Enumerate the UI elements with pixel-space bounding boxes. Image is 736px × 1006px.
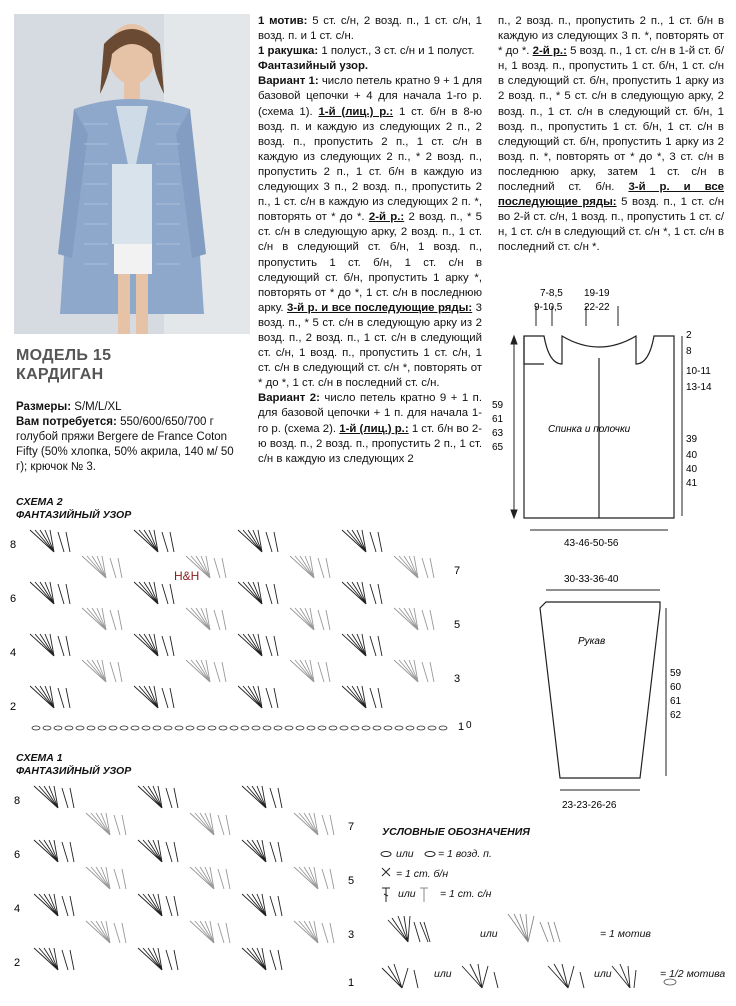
- stitch-motif: [294, 813, 334, 835]
- stitch-motif: [138, 894, 178, 916]
- left-dim-1: 59: [492, 400, 504, 411]
- stitch-motif: [190, 813, 230, 835]
- schema1-stitches: [34, 786, 334, 970]
- sleeve-dim-4: 62: [670, 710, 682, 721]
- right-dim-6: 40: [686, 450, 698, 461]
- variant1-row2-text: 2 возд. п., * 5 ст. с/н в следующую арку, 2 возд. п., 1 ст. с/н в следующий ст. б/н, 1 возд. п., пропустить 1 ст. б/н, 1 ст. с/н в следующий ст. б/н, пропустить 1 арку *, повторять от * до *, 1 ст. с/н в последнюю арку.: [258, 211, 482, 314]
- stitch-motif: [30, 530, 70, 552]
- stitch-motif: [134, 686, 174, 708]
- motif-label: 1 мотив:: [258, 15, 308, 27]
- stitch-motif: [82, 660, 122, 682]
- stitch-motif: [30, 634, 70, 656]
- left-dim-2: 61: [492, 414, 504, 425]
- body-piece-label: Спинка и полочки: [548, 424, 631, 435]
- model-number: МОДЕЛЬ 15: [16, 347, 112, 364]
- schema1-row-8: 8: [14, 795, 21, 807]
- variant2-row1-cont: п., 2 возд. п., пропустить 2 п., 1 ст. б/н в каждую из следующих 3 п. *, повторять от * до *.: [498, 15, 724, 58]
- stitch-motif: [138, 786, 178, 808]
- schema1-row-6: 6: [14, 849, 21, 861]
- schema1-row-3: 3: [348, 929, 355, 941]
- sleeve-dim-1: 59: [670, 668, 682, 679]
- schema2-row-4: 4: [10, 647, 17, 659]
- materials-label: Вам потребуется:: [16, 416, 117, 428]
- schema2-row-7: 7: [454, 565, 461, 577]
- sleeve-bottom-width: 23-23-26-26: [562, 800, 617, 811]
- right-dim-8: 41: [686, 478, 698, 489]
- neck-width-label-2: 9-10,5: [534, 302, 563, 313]
- schema2-crochet-chart: [10, 528, 470, 738]
- variant2-row2-label: 2-й р.:: [532, 45, 567, 58]
- stitch-motif: [238, 686, 278, 708]
- variant1-row3-text: 3 возд. п., * 5 ст. с/н в следующую арку из 2 возд. п., 2 возд. п., 1 ст. с/н в следующий ст. с/н, 1 возд. п., пропустить 1 ст. с/н, 1 ст. с/н в следующий ст. с/н *, повторять от * до *, 1 ст. с/н в последний ст. с/н.: [258, 301, 482, 390]
- model-name: КАРДИГАН: [16, 366, 104, 383]
- sleeve-pattern-diagram: [520, 568, 720, 818]
- variant1-row1-repeat: * 2 возд. п., пропустить 2 п., 1 ст. б/н в каждую из следующих 3 п., 2 возд. п., пропустить 2 п., 1 ст. с/н в каждую из следующих 2 п. *, повторять от * до *.: [258, 150, 482, 224]
- stitch-motif: [190, 867, 230, 889]
- schema2-row-5: 5: [454, 619, 461, 631]
- stitch-motif: [342, 686, 382, 708]
- instructions-column-1: [258, 14, 482, 467]
- variant2-row1-label: 1-й (лиц.) р.:: [339, 422, 409, 435]
- stitch-motif: [82, 556, 122, 578]
- variant1-label: Вариант 1:: [258, 75, 319, 88]
- schema1-row-4: 4: [14, 903, 21, 915]
- schema1-row-5: 5: [348, 875, 355, 887]
- materials-value: 550/600/650/700 г голубой пряжи Bergere de France Coton Fifty (50% хлопка, 50% акрила, 140 м/ 50 г); крючок № 3.: [16, 416, 234, 473]
- variant2-intro: число петель кратно 9 + 1 п. для базовой цепочки + 1 п. для начала 1-го р. (схема 2).: [258, 392, 482, 435]
- stitch-motif: [294, 867, 334, 889]
- schema2-row-0: 0: [466, 720, 472, 731]
- body-pattern-diagram: [488, 280, 732, 550]
- shell-label: 1 ракушка:: [258, 45, 319, 58]
- stitch-motif: [34, 894, 74, 916]
- legend-half-motif-text: = 1/2 мотива: [660, 968, 726, 980]
- right-dim-5: 39: [686, 434, 698, 445]
- schema1-subtitle: ФАНТАЗИЙНЫЙ УЗОР: [16, 765, 132, 777]
- right-dim-2: 8: [686, 346, 692, 357]
- variant2-label: Вариант 2:: [258, 392, 320, 405]
- schema1-row-2: 2: [14, 957, 21, 969]
- legend-or-3: или: [480, 928, 498, 940]
- left-dim-3: 63: [492, 428, 504, 439]
- stitch-motif: [82, 608, 122, 630]
- requirements: [16, 400, 246, 475]
- stitch-motif: [242, 894, 282, 916]
- schema2-row-6: 6: [10, 593, 17, 605]
- stitch-motif: [290, 556, 330, 578]
- variant2-row3-text: 5 возд. п., 1 ст. с/н во 2-й ст. с/н, 1 возд. п., пропустить 1 ст. с/н, 1 ст. с/н в следующий ст. с/н *, 1 ст. с/н в последний ст. с/н *.: [498, 196, 724, 254]
- stitch-motif: [30, 686, 70, 708]
- model-title: [16, 346, 111, 384]
- stitch-motif: [294, 921, 334, 943]
- legend-or-5: или: [594, 968, 612, 980]
- legend-motif-text: = 1 мотив: [600, 928, 651, 940]
- schema2-number: СХЕМА 2: [16, 496, 63, 508]
- double-crochet-symbol-icon: [382, 888, 390, 902]
- watermark-text: H&H: [174, 569, 200, 583]
- variant2-row2-text: 5 возд. п., 1 ст. с/н в 1-й ст. б/н, 1 возд. п., пропустить 1 ст. б/н, 1 ст. с/н в следующий ст. б/н, пропустить 1 арку из 2 возд. п., * 5 ст. с/н в следующую арку, 2 возд. п., 1 ст. с/н в следующий ст. б/н, 1 возд. п., пропустить 1 ст. б/н, 1 ст. с/н в следующий ст. б/н, пропустить 1 арку из 2 возд. п. *, повторять от * до *, 3 ст. с/н в последнюю арку, затем 1 ст. с/н в последний ст. б/н.: [498, 45, 724, 194]
- sizes-label: Размеры:: [16, 401, 72, 413]
- double-crochet-alt-icon: [420, 888, 428, 902]
- shoulder-width-label: 19-19: [584, 288, 610, 299]
- stitch-motif: [290, 608, 330, 630]
- schema1-row-7: 7: [348, 821, 355, 833]
- variant2-row3-label: 3-й р. и все последующие ряды:: [498, 181, 724, 209]
- stitch-motif: [134, 530, 174, 552]
- motif-text: 5 ст. с/н, 2 возд. п., 1 ст. с/н, 1 возд. п. и 1 ст. с/н.: [258, 15, 482, 43]
- schema2-subtitle: ФАНТАЗИЙНЫЙ УЗОР: [16, 509, 132, 521]
- chain-symbol-alt-icon: [425, 852, 435, 857]
- stitch-motif: [30, 582, 70, 604]
- schema1-title: [16, 752, 131, 778]
- shell-text: 1 полуст., 3 ст. с/н и 1 полуст.: [321, 45, 475, 58]
- schema2-row-8: 8: [10, 539, 17, 551]
- single-crochet-symbol-icon: [382, 868, 390, 876]
- stitch-motif: [394, 660, 434, 682]
- sleeve-dim-2: 60: [670, 682, 682, 693]
- legend-or-4: или: [434, 968, 452, 980]
- stitch-motif: [134, 634, 174, 656]
- stitch-motif: [342, 530, 382, 552]
- stitch-motif: [34, 786, 74, 808]
- motif-symbol-icon: [388, 916, 430, 942]
- variant1-row3-label: 3-й р. и все последующие ряды:: [287, 301, 473, 314]
- stitch-motif: [394, 556, 434, 578]
- left-dim-4: 65: [492, 442, 504, 453]
- stitch-motif: [242, 948, 282, 970]
- stitch-motif: [238, 634, 278, 656]
- variant2-row1-text: 1 ст. б/н во 2-ю возд. п., 2 возд. п., пропустить 2 п., 1 ст. с/н в каждую из следующих 2: [258, 422, 482, 465]
- legend-chain-text: = 1 возд. п.: [438, 848, 492, 860]
- stitch-motif: [34, 948, 74, 970]
- stitch-motif: [86, 921, 126, 943]
- shoulder-width-label-2: 22-22: [584, 302, 610, 313]
- stitch-motif: [242, 786, 282, 808]
- variant1-row1-text: 1 ст. б/н в 8-ю возд. п. и каждую из следующих 2 п., 2 возд. п., пропустить 2 п., 1 ст. с/н в каждую из следующих 2 п.,: [258, 105, 483, 163]
- legend-dc-text: = 1 ст. с/н: [440, 888, 492, 900]
- right-dim-7: 40: [686, 464, 698, 475]
- neck-width-label: 7-8,5: [540, 288, 563, 299]
- schema2-stitches: [30, 530, 447, 730]
- base-chain-row: [32, 726, 447, 730]
- right-dim-1: 2: [686, 330, 692, 341]
- stitch-motif: [238, 582, 278, 604]
- stitch-motif: [238, 530, 278, 552]
- schema1-crochet-chart: [10, 784, 370, 1004]
- stitch-motif: [186, 608, 226, 630]
- stitch-motif: [290, 660, 330, 682]
- schema2-row-3: 3: [454, 673, 461, 685]
- chain-symbol-icon: [381, 852, 391, 857]
- schema1-number: СХЕМА 1: [16, 752, 63, 764]
- legend-or-1: или: [396, 848, 414, 860]
- model-photo: [14, 14, 250, 334]
- legend-title: УСЛОВНЫЕ ОБОЗНАЧЕНИЯ: [382, 826, 530, 838]
- variant1-row2-label: 2-й р.:: [368, 211, 405, 224]
- instructions-column-2: [498, 14, 724, 256]
- stitch-motif: [186, 660, 226, 682]
- schema1-row-1: 1: [348, 977, 355, 989]
- stitch-motif: [342, 634, 382, 656]
- stitch-motif: [190, 921, 230, 943]
- sleeve-dim-3: 61: [670, 696, 682, 707]
- variant1-intro: число петель кратно 9 + 1 для базовой цепочки + 4 для начала 1-го р. (схема 1).: [258, 75, 483, 118]
- stitch-motif: [394, 608, 434, 630]
- sleeve-piece-label: Рукав: [578, 636, 606, 647]
- legend-sc-text: = 1 ст. б/н: [396, 868, 449, 880]
- stitch-motif: [86, 867, 126, 889]
- stitch-motif: [34, 840, 74, 862]
- stitch-motif: [242, 840, 282, 862]
- schema2-row-2: 2: [10, 701, 17, 713]
- stitch-motif: [138, 840, 178, 862]
- sleeve-top-width: 30-33-36-40: [564, 574, 619, 585]
- schema2-title: [16, 496, 131, 522]
- legend-or-2: или: [398, 888, 416, 900]
- cardigan-photo-illustration: [14, 14, 250, 334]
- variant1-row1-label: 1-й (лиц.) р.:: [318, 105, 394, 118]
- stitch-motif: [134, 582, 174, 604]
- stitch-motif: [138, 948, 178, 970]
- schema2-row-1: 1: [458, 721, 465, 733]
- right-dim-4: 13-14: [686, 382, 712, 393]
- sizes-value: S/M/L/XL: [74, 401, 122, 413]
- fancy-pattern-heading: Фантазийный узор.: [258, 60, 369, 73]
- body-bottom-width: 43-46-50-56: [564, 538, 619, 549]
- motif-symbol-alt-icon: [508, 914, 560, 942]
- right-dim-3: 10-11: [686, 366, 711, 377]
- stitch-motif: [342, 582, 382, 604]
- stitch-motif: [86, 813, 126, 835]
